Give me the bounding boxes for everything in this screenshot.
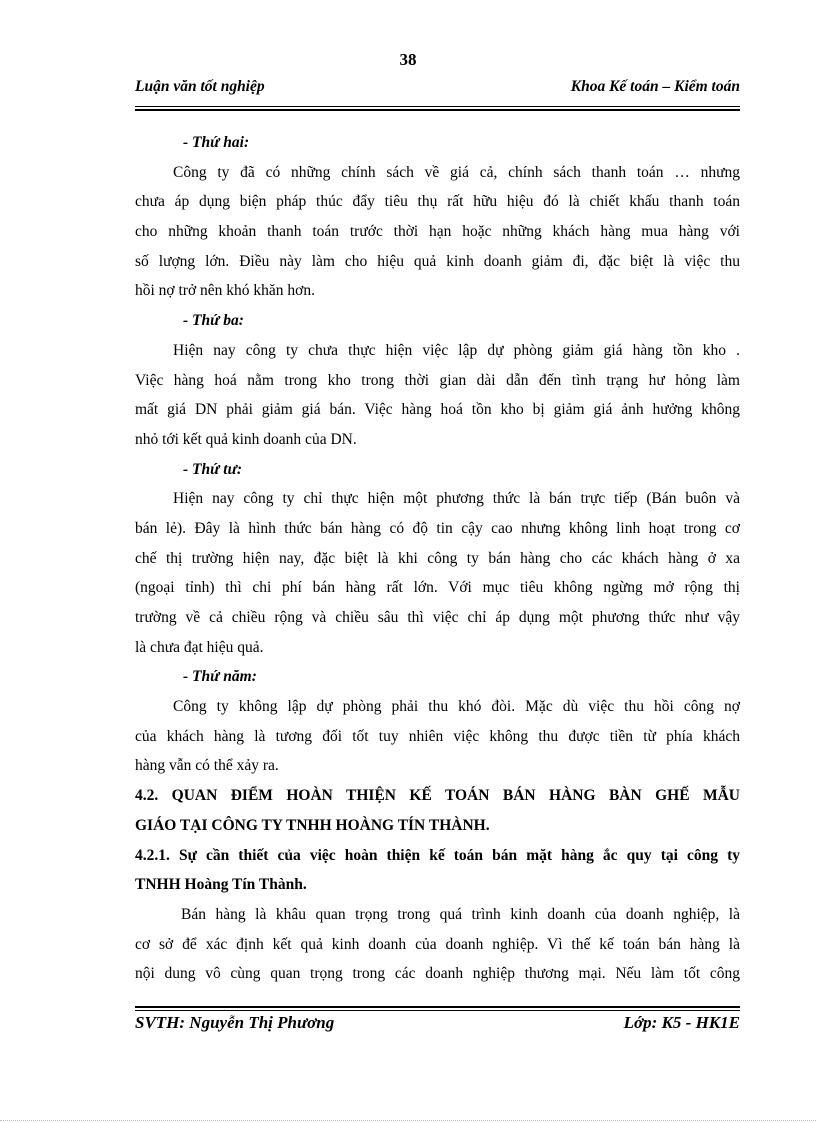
- page-footer: [135, 1013, 740, 1037]
- header-thesis-title: Luận văn tốt nghiệp: [135, 78, 265, 95]
- body-line: chế thị trường hiện nay, đặc biệt là khi công ty bán hàng cho các khách hàng ở xa: [135, 549, 740, 567]
- body-line: bán lẻ). Đây là hình thức bán hàng có độ tin cậy cao nhưng không linh hoạt trong cơ: [135, 519, 740, 537]
- body-line: Bán hàng là khâu quan trọng trong quá trình kinh doanh của doanh nghiệp, là: [181, 905, 740, 923]
- page-edge-dotted-line: [0, 1120, 816, 1121]
- body-line: mất giá DN phải giảm giá bán. Việc hàng hoá tồn kho bị giảm giá ảnh hưởng không: [135, 401, 740, 419]
- body-line: 4.2. QUAN ĐIỂM HOÀN THIỆN KẾ TOÁN BÁN HÀNG BÀN GHẾ MẪU: [135, 787, 740, 805]
- body-line: nội dung vô cùng quan trọng trong các doanh nghiệp thương mại. Nếu làm tốt công: [135, 965, 740, 983]
- body-line: GIÁO TẠI CÔNG TY TNHH HOÀNG TÍN THÀNH.: [135, 816, 490, 834]
- footer-double-rule: [135, 1006, 740, 1011]
- body-line: TNHH Hoàng Tín Thành.: [135, 876, 307, 894]
- body-line: - Thứ hai:: [183, 134, 250, 151]
- body-line: - Thứ tư:: [183, 460, 243, 478]
- body-line: chưa áp dụng biện pháp thúc đẩy tiêu thụ rất hữu hiệu đó là chiết khấu thanh toán: [135, 193, 740, 211]
- header-double-rule: [135, 106, 740, 111]
- page-number: 38: [399, 50, 417, 69]
- body-line: cho những khoản thanh toán trước thời hạn hoặc những khách hàng mua hàng với: [135, 223, 740, 241]
- body-line: là chưa đạt hiệu quả.: [135, 638, 264, 656]
- body-line: của khách hàng là tương đối tốt tuy nhiên việc không thu được tiền từ phía khách: [135, 727, 740, 745]
- body-line: số lượng lớn. Điều này làm cho hiệu quả kinh doanh giảm đi, đặc biệt là việc thu: [135, 252, 740, 270]
- body-line: cơ sở để xác định kết quả kinh doanh của doanh nghiệp. Vì thế kế toán bán hàng là: [135, 935, 740, 953]
- body-line: - Thứ ba:: [183, 312, 244, 330]
- body-line: Công ty không lập dự phòng phải thu khó đòi. Mặc dù việc thu hồi công nợ: [173, 698, 740, 716]
- page-body: [135, 128, 740, 989]
- body-line: (ngoại tỉnh) thì chi phí bán hàng rất lớn. Với mục tiêu không ngừng mở rộng thị: [135, 579, 740, 597]
- page-header: [135, 78, 740, 102]
- body-line: Hiện nay công ty chỉ thực hiện một phương thức là bán trực tiếp (Bán buôn và: [173, 490, 740, 508]
- body-line: trường về cả chiều rộng và chiều sâu thì việc chỉ áp dụng một phương thức như vậy: [135, 609, 740, 626]
- header-faculty: Khoa Kế toán – Kiểm toán: [570, 78, 740, 95]
- body-line: hồi nợ trở nên khó khăn hơn.: [135, 282, 315, 300]
- footer-class: Lớp: K5 - HK1E: [623, 1013, 740, 1032]
- footer-student-name: SVTH: Nguyễn Thị Phương: [135, 1013, 335, 1032]
- body-line: Việc hàng hoá nằm trong kho trong thời gian dài dẫn đến tình trạng hư hỏng làm: [135, 371, 740, 389]
- body-line: hàng vẫn có thể xảy ra.: [135, 757, 279, 775]
- body-line: 4.2.1. Sự cần thiết của việc hoàn thiện kế toán bán mặt hàng ắc quy tại công ty: [135, 846, 740, 864]
- body-line: - Thứ năm:: [183, 668, 257, 686]
- body-line: Hiện nay công ty chưa thực hiện việc lập dự phòng giảm giá hàng tồn kho .: [173, 341, 740, 359]
- body-line: nhỏ tới kết quả kinh doanh của DN.: [135, 430, 357, 448]
- body-line: Công ty đã có những chính sách về giá cả, chính sách thanh toán … nhưng: [173, 163, 740, 181]
